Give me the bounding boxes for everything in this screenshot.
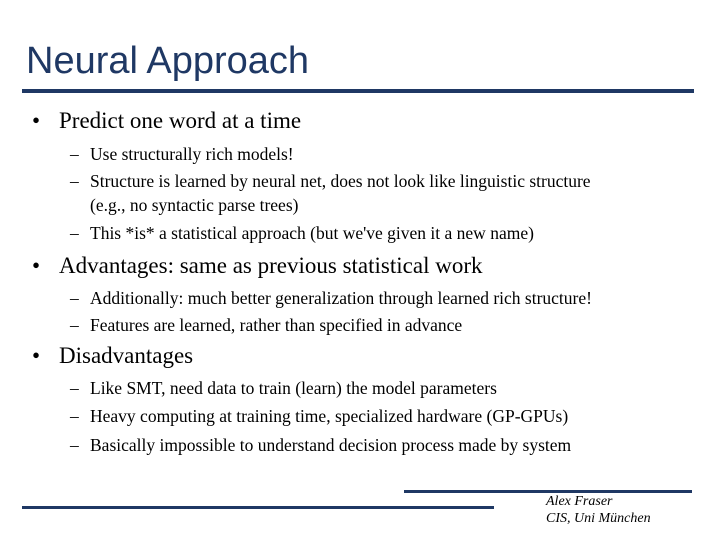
slide-title: Neural Approach xyxy=(26,40,310,82)
sub-bullet-marker: – xyxy=(70,378,79,398)
sub-bullet-text: Basically impossible to understand decision process made by system xyxy=(90,435,572,455)
footer xyxy=(546,494,651,528)
sub-bullet-text: Use structurally rich models! xyxy=(90,144,294,164)
sub-bullet-marker: – xyxy=(70,288,79,308)
sub-bullet-marker: – xyxy=(70,315,79,335)
sub-bullet-text: Like SMT, need data to train (learn) the model parameters xyxy=(90,378,497,398)
sub-bullet-text: Structure is learned by neural net, does not look like linguistic structure xyxy=(90,171,591,191)
sub-bullet-text: Features are learned, rather than specified in advance xyxy=(90,315,463,335)
bullet-text: Predict one word at a time xyxy=(59,108,302,133)
sub-bullet-marker: – xyxy=(70,171,79,191)
bullet-marker: • xyxy=(32,343,41,368)
bullet-marker: • xyxy=(32,253,41,278)
sub-bullet-text: This *is* a statistical approach (but we've given it a new name) xyxy=(90,223,534,243)
sub-bullet-marker: – xyxy=(70,223,79,243)
sub-bullet-text: Additionally: much better generalization through learned rich structure! xyxy=(90,288,592,308)
sub-bullet-marker: – xyxy=(70,144,79,164)
footer-rule-lower xyxy=(22,506,494,509)
sub-bullet-marker: – xyxy=(70,406,79,426)
sub-bullet-1-2-continuation: (e.g., no syntactic parse trees) xyxy=(90,195,299,215)
footer-affiliation: CIS, Uni München xyxy=(546,510,651,526)
sub-bullet-text: Heavy computing at training time, specialized hardware (GP-GPUs) xyxy=(90,406,569,426)
bullet-text: Advantages: same as previous statistical work xyxy=(59,253,483,278)
sub-bullet-marker: – xyxy=(70,435,79,455)
footer-rule-upper xyxy=(404,490,692,493)
bullet-marker: • xyxy=(32,108,41,133)
bullet-text: Disadvantages xyxy=(59,343,194,368)
title-underline xyxy=(22,89,694,93)
footer-author: Alex Fraser xyxy=(546,494,613,509)
